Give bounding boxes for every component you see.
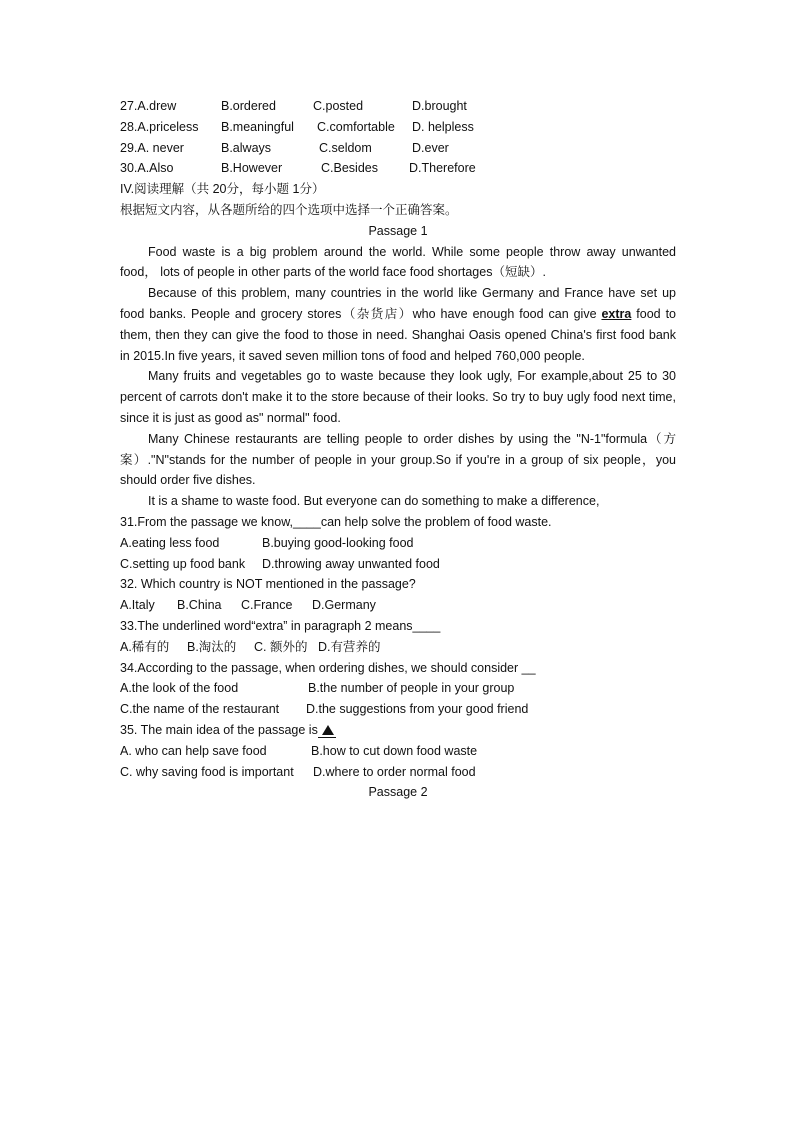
answer-blank — [318, 723, 336, 738]
option-d: D.throwing away unwanted food — [262, 556, 440, 571]
option-b: B.However — [221, 161, 283, 176]
option-d: D.brought — [412, 99, 467, 113]
question-31-options-row-2 — [120, 554, 676, 575]
question-32-stem: 32. Which country is NOT mentioned in the passage? — [120, 577, 416, 592]
passage-1-paragraph-5: It is a shame to waste food. But everyone can do something to make a difference, — [148, 494, 600, 509]
option-d: D.ever — [412, 140, 449, 155]
mc-row-27 — [120, 96, 676, 117]
option-c: C.Besides — [321, 161, 378, 176]
option-a: A.Italy — [120, 598, 155, 613]
question-33-options — [120, 637, 676, 658]
exam-page — [120, 96, 676, 803]
option-c: C.setting up food bank — [120, 556, 246, 571]
option-c: C.comfortable — [317, 119, 395, 134]
option-c: C.seldom — [319, 140, 372, 155]
paragraph-2-text-start: Because of this problem, many countries in the world like Germany and France have set up food banks. People and grocery stores（杂货店）who have enough food can give — [120, 286, 676, 321]
passage-1-paragraph-4: Many Chinese restaurants are telling people to order dishes by using the "N-1"formula（方案）."N"stands for the number of people in your group.So if you're in a group of six people，you should order five dishes. — [120, 431, 676, 488]
question-34-stem: 34.According to the passage, when ordering dishes, we should consider __ — [120, 660, 536, 675]
passage-1-paragraph-2 — [120, 283, 676, 366]
option-a: 30.A.Also — [120, 161, 174, 176]
option-a: 28.A.priceless — [120, 119, 199, 134]
option-a: A.稀有的 — [120, 639, 170, 654]
option-c: C.posted — [313, 99, 364, 113]
question-35-options-row-2 — [120, 762, 676, 783]
option-a: A. who can help save food — [120, 743, 267, 758]
option-a: A.eating less food — [120, 535, 220, 550]
mc-row-28 — [120, 117, 676, 138]
triangle-icon — [322, 725, 334, 735]
mc-row-29 — [120, 138, 676, 159]
option-a: A.the look of the food — [120, 681, 239, 696]
option-c: C.the name of the restaurant — [120, 702, 280, 717]
section-instruction: 根据短文内容，从各题所给的四个选项中选择一个正确答案。 — [120, 202, 458, 217]
question-31-stem: 31.From the passage we know,____can help solve the problem of food waste. — [120, 514, 552, 529]
question-35-options-row-1 — [120, 741, 676, 762]
option-b: B.always — [221, 140, 272, 155]
option-b: B.buying good-looking food — [262, 535, 414, 550]
option-b: B.淘汰的 — [187, 639, 237, 654]
underlined-word-extra: extra — [601, 306, 632, 321]
option-a: 29.A. never — [120, 140, 184, 155]
option-c: C. 额外的 — [254, 639, 308, 654]
question-31-options-row-1 — [120, 533, 676, 554]
option-d: D.Therefore — [409, 161, 476, 176]
option-c: C.France — [241, 598, 293, 613]
passage-1-title: Passage 1 — [368, 223, 428, 238]
question-35-stem: 35. The main idea of the passage is — [120, 722, 318, 737]
question-34-options-row-1 — [120, 678, 676, 699]
question-32-options — [120, 595, 676, 616]
passage-1-paragraph-1: Food waste is a big problem around the world. While some people throw away unwanted food， lots of people in other parts of the world face food shortages（短缺）. — [120, 244, 676, 280]
option-d: D.Germany — [312, 598, 376, 613]
option-b: B.meaningful — [221, 119, 294, 134]
option-a: 27.A.drew — [120, 99, 177, 113]
option-d: D.the suggestions from your good friend — [306, 702, 529, 717]
option-d: D. helpless — [412, 119, 474, 134]
option-b: B.the number of people in your group — [308, 681, 515, 696]
option-b: B.China — [177, 598, 222, 613]
passage-1-paragraph-3: Many fruits and vegetables go to waste because they look ugly, For example,about 25 to 30 percent of carrots don't make it to the store because of their looks. So try to buy ugly food next time, since it is just as good as" normal" food. — [120, 369, 676, 425]
option-d: D.where to order normal food — [313, 764, 476, 779]
section-heading: IV.阅读理解（共 20分，每小题 1分） — [120, 182, 325, 197]
mc-row-30 — [120, 158, 676, 179]
paragraph-2-text-end: food to them, then they can give the food to those in need. Shanghai Oasis opened China's first food bank in 2015.In five years, it saved seven million tons of food and helped 760,000 people. — [120, 306, 676, 363]
option-c: C. why saving food is important — [120, 764, 294, 779]
question-33-stem: 33.The underlined word“extra” in paragraph 2 means____ — [120, 618, 441, 633]
question-34-options-row-2 — [120, 699, 676, 720]
passage-2-title: Passage 2 — [368, 785, 428, 800]
option-b: B.ordered — [221, 99, 276, 113]
option-b: B.how to cut down food waste — [311, 743, 478, 758]
question-35-stem-line — [120, 720, 676, 741]
option-d: D.有营养的 — [318, 639, 381, 654]
